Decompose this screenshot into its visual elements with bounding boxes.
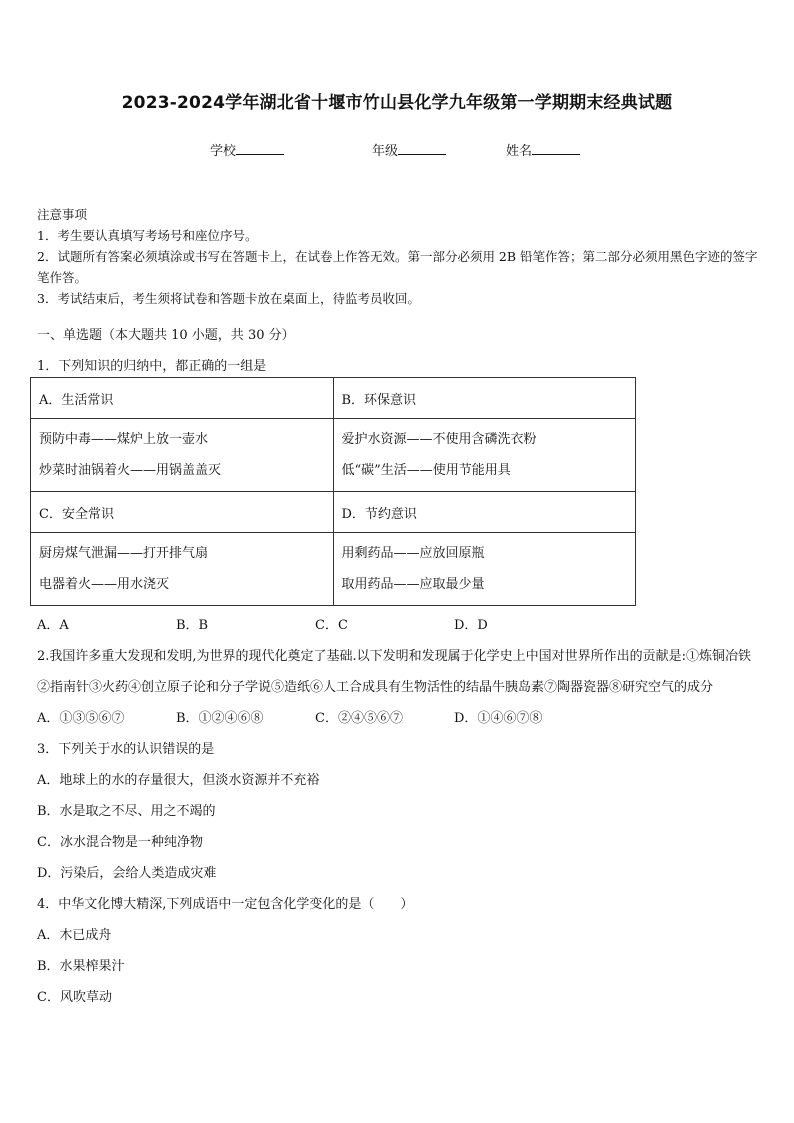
- question-3-stem: 3．下列关于水的认识错误的是: [37, 742, 215, 757]
- option-a[interactable]: A．A: [37, 618, 69, 633]
- questions-block: [37, 610, 761, 1013]
- question-4-stem: 4．中华文化博大精深,下列成语中一定包含化学变化的是（ ）: [37, 897, 414, 912]
- name-blank[interactable]: [532, 142, 580, 155]
- table-line: 电器着火——用水浇灭: [39, 577, 170, 592]
- exam-title: 2023-2024学年湖北省十堰市竹山县化学九年级第一学期期末经典试题: [121, 93, 673, 113]
- table-cell-b-content: [333, 419, 636, 492]
- table-line: 低“碳”生活——使用节能用具: [341, 463, 511, 478]
- table-cell-a-content: [31, 419, 334, 492]
- option-d[interactable]: D．①④⑥⑦⑧: [454, 711, 543, 726]
- table-line: 爱护水资源——不使用含磷洗衣粉: [341, 432, 537, 447]
- school-blank[interactable]: [236, 142, 284, 155]
- grade-label: 年级: [372, 144, 399, 159]
- table-cell-d-head: D．节约意识: [333, 492, 636, 533]
- question-1-options: [37, 610, 761, 641]
- option-c[interactable]: C．②④⑤⑥⑦: [315, 711, 403, 726]
- grade-blank[interactable]: [398, 142, 446, 155]
- option-b[interactable]: B．①②④⑥⑧: [176, 711, 264, 726]
- option-b[interactable]: B．水是取之不尽、用之不竭的: [37, 804, 216, 819]
- notice-item: 2．试题所有答案必须填涂或书写在答题卡上，在试卷上作答无效。第一部分必须用 2B 铅笔作答；第二部分必须用黑色字迹的签字笔作答。: [37, 249, 758, 285]
- section-title: 一、单选题（本大题共 10 小题，共 30 分）: [37, 328, 295, 343]
- school-label: 学校: [210, 144, 237, 159]
- question-1-table: [30, 377, 636, 606]
- option-c[interactable]: C．C: [315, 618, 348, 633]
- option-a[interactable]: A．地球上的水的存量很大，但淡水资源并不充裕: [37, 773, 320, 788]
- table-line: 厨房煤气泄漏——打开排气扇: [39, 546, 209, 561]
- notice-item: 1．考生要认真填写考场号和座位序号。: [37, 228, 258, 243]
- option-c[interactable]: C．风吹草动: [37, 990, 112, 1005]
- table-cell-a-head: A．生活常识: [31, 378, 334, 419]
- question-1-stem: 1．下列知识的归纳中，都正确的一组是: [37, 359, 267, 374]
- grade-field[interactable]: [372, 140, 446, 159]
- option-d[interactable]: D．污染后，会给人类造成灾难: [37, 866, 217, 881]
- question-2-options: [37, 703, 761, 734]
- option-b[interactable]: B．水果榨果汁: [37, 959, 125, 974]
- question-2-stem: 2.我国许多重大发现和发明,为世界的现代化奠定了基础.以下发明和发现属于化学史上中国对世界所作出的贡献是:①炼铜冶铁②指南针③火药④创立原子论和分子学说⑤造纸⑥人工合成具有生物活性的结晶牛胰岛素⑦陶器瓷器⑧研究空气的成分: [37, 649, 752, 695]
- option-c[interactable]: C．冰水混合物是一种纯净物: [37, 835, 203, 850]
- table-line: 取用药品——应取最少量: [341, 577, 485, 592]
- table-line: 预防中毒——煤炉上放一壶水: [39, 432, 209, 447]
- notice-block: [37, 204, 761, 309]
- option-b[interactable]: B．B: [176, 618, 209, 633]
- name-field[interactable]: [506, 140, 580, 159]
- section-header-block: [37, 320, 761, 382]
- option-d[interactable]: D．D: [454, 618, 488, 633]
- table-line: 炒菜时油锅着火——用锅盖盖灭: [39, 463, 222, 478]
- table-line: 用剩药品——应放回原瓶: [341, 546, 485, 561]
- table-cell-c-content: [31, 533, 334, 606]
- name-label: 姓名: [506, 144, 533, 159]
- option-a[interactable]: A．①③⑤⑥⑦: [37, 711, 125, 726]
- notice-item: 3．考试结束后，考生须将试卷和答题卡放在桌面上，待监考员收回。: [37, 291, 420, 306]
- table-cell-d-content: [333, 533, 636, 606]
- table-cell-b-head: B．环保意识: [333, 378, 636, 419]
- school-field[interactable]: [210, 140, 284, 159]
- notice-heading: 注意事项: [37, 207, 88, 222]
- table-cell-c-head: C．安全常识: [31, 492, 334, 533]
- option-a[interactable]: A．木已成舟: [37, 928, 112, 943]
